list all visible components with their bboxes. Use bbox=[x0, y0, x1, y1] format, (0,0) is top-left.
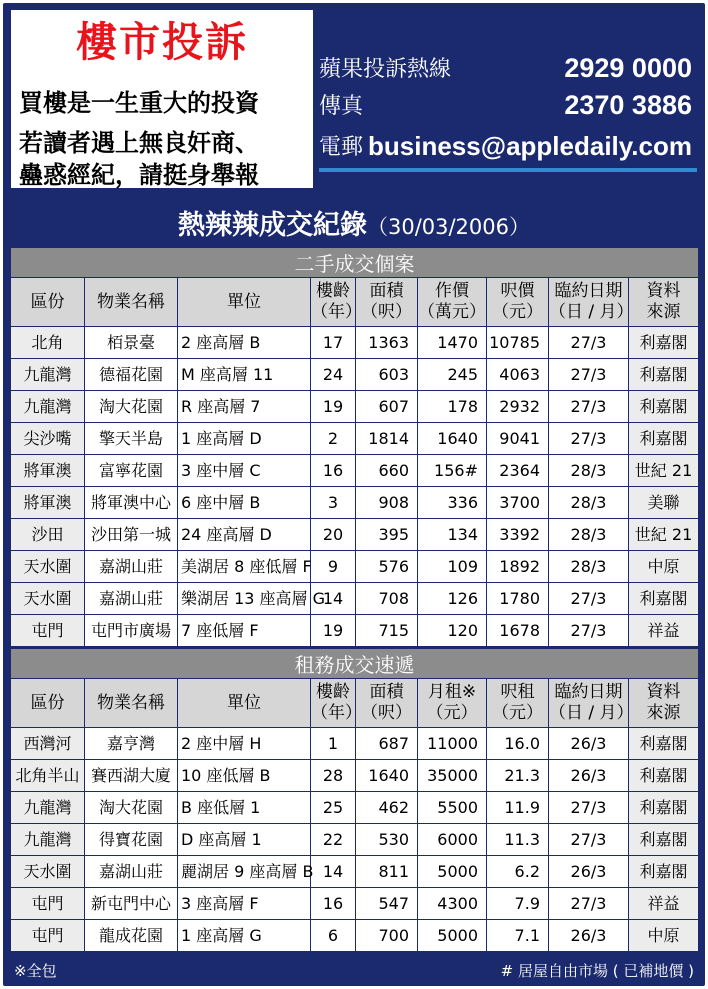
sale-header-source bbox=[629, 278, 699, 327]
header-title: 樓市投訴 bbox=[76, 18, 248, 66]
rent-header-line: （元） bbox=[492, 703, 543, 723]
sale-cell-unit-price: 1892 bbox=[487, 551, 549, 583]
sale-cell-unit-price: 9041 bbox=[487, 423, 549, 455]
sale-cell-source: 利嘉閣 bbox=[629, 359, 699, 391]
sale-cell-district: 天水圍 bbox=[11, 583, 85, 615]
sale-cell-date: 27/3 bbox=[549, 423, 629, 455]
sale-cell-price: 178 bbox=[418, 391, 487, 423]
sale-cell-source: 祥益 bbox=[629, 615, 699, 647]
rent-cell-unit: 麗湖居 9 座高層 B bbox=[178, 856, 311, 888]
sale-cell-unit-price: 1678 bbox=[487, 615, 549, 647]
rent-cell-property: 嘉湖山莊 bbox=[85, 856, 178, 888]
header-line-1: 買樓是一生重大的投資 bbox=[19, 89, 259, 117]
table-row bbox=[11, 359, 699, 391]
rent-cell-area: 687 bbox=[356, 728, 418, 760]
rent-cell-property: 新屯門中心 bbox=[85, 888, 178, 920]
sale-cell-age: 24 bbox=[311, 359, 356, 391]
rent-cell-unit: D 座高層 1 bbox=[178, 824, 311, 856]
rent-cell-area: 530 bbox=[356, 824, 418, 856]
rent-cell-unit-price: 7.1 bbox=[487, 920, 549, 952]
rent-cell-date: 26/3 bbox=[549, 728, 629, 760]
resale-table-wrap bbox=[10, 247, 698, 647]
rent-cell-unit-price: 16.0 bbox=[487, 728, 549, 760]
sale-cell-unit-price: 2932 bbox=[487, 391, 549, 423]
rent-cell-unit-price: 11.3 bbox=[487, 824, 549, 856]
table-row bbox=[11, 391, 699, 423]
rent-cell-price: 35000 bbox=[418, 760, 487, 792]
sale-header-line: 呎價 bbox=[500, 281, 535, 301]
sale-cell-age: 14 bbox=[311, 583, 356, 615]
complaint-header-box bbox=[11, 10, 313, 188]
sale-cell-price: 109 bbox=[418, 551, 487, 583]
sale-cell-date: 27/3 bbox=[549, 327, 629, 359]
sale-cell-price: 120 bbox=[418, 615, 487, 647]
sale-cell-area: 660 bbox=[356, 455, 418, 487]
rent-cell-property: 賽西湖大廈 bbox=[85, 760, 178, 792]
sale-cell-area: 708 bbox=[356, 583, 418, 615]
sale-cell-price: 245 bbox=[418, 359, 487, 391]
sale-cell-unit: 1 座高層 D bbox=[178, 423, 311, 455]
sale-header-line: （元） bbox=[492, 302, 543, 322]
rent-cell-district: 屯門 bbox=[11, 888, 85, 920]
rent-cell-property: 龍成花園 bbox=[85, 920, 178, 952]
sale-cell-unit-price: 4063 bbox=[487, 359, 549, 391]
table-row bbox=[11, 760, 699, 792]
sale-cell-unit: 2 座高層 B bbox=[178, 327, 311, 359]
sale-cell-property: 嘉湖山莊 bbox=[85, 551, 178, 583]
header-line-2: 若讀者遇上無良奸商、 bbox=[19, 129, 259, 157]
rent-cell-property: 淘大花園 bbox=[85, 792, 178, 824]
rent-cell-source: 利嘉閣 bbox=[629, 856, 699, 888]
sale-header-line: （呎） bbox=[361, 302, 412, 322]
rent-cell-district: 屯門 bbox=[11, 920, 85, 952]
sale-header-line: 區份 bbox=[30, 291, 65, 312]
table-row bbox=[11, 519, 699, 551]
rent-cell-price: 11000 bbox=[418, 728, 487, 760]
sale-cell-district: 北角 bbox=[11, 327, 85, 359]
sale-cell-unit: 24 座高層 D bbox=[178, 519, 311, 551]
section-title bbox=[0, 203, 708, 242]
email-address: business@appledaily.com bbox=[368, 131, 692, 161]
rental-table-wrap bbox=[10, 648, 698, 952]
header-divider bbox=[319, 168, 697, 172]
sale-cell-age: 19 bbox=[311, 391, 356, 423]
sale-cell-property: 淘大花園 bbox=[85, 391, 178, 423]
table-row bbox=[11, 423, 699, 455]
rent-header-date bbox=[549, 679, 634, 728]
sale-cell-unit-price: 10785 bbox=[487, 327, 549, 359]
sale-cell-unit: M 座高層 11 bbox=[178, 359, 311, 391]
sale-cell-unit: R 座高層 7 bbox=[178, 391, 311, 423]
resale-rows bbox=[11, 327, 699, 647]
rent-cell-unit-price: 6.2 bbox=[487, 856, 549, 888]
rent-cell-area: 462 bbox=[356, 792, 418, 824]
rent-cell-district: 西灣河 bbox=[11, 728, 85, 760]
rent-cell-unit-price: 7.9 bbox=[487, 888, 549, 920]
sale-cell-area: 715 bbox=[356, 615, 418, 647]
sale-cell-property: 擎天半島 bbox=[85, 423, 178, 455]
sale-header-line: 樓齡 bbox=[316, 281, 350, 301]
rent-header-line: 臨約日期 bbox=[554, 682, 623, 702]
rent-header-line: （呎） bbox=[361, 703, 412, 723]
sale-cell-property: 富寧花園 bbox=[85, 455, 178, 487]
sale-header-area bbox=[356, 278, 418, 327]
sale-cell-unit-price: 3700 bbox=[487, 487, 549, 519]
sale-cell-district: 將軍澳 bbox=[11, 455, 85, 487]
rent-header-source bbox=[629, 679, 699, 728]
rent-cell-date: 26/3 bbox=[549, 856, 629, 888]
rent-cell-unit: 2 座中層 H bbox=[178, 728, 311, 760]
rent-header-line: 區份 bbox=[30, 692, 65, 713]
table-row bbox=[11, 455, 699, 487]
resale-table bbox=[10, 247, 699, 647]
sale-cell-date: 27/3 bbox=[549, 391, 629, 423]
sale-header-line: （日 / 月） bbox=[549, 302, 634, 322]
sale-header-line: 資料 bbox=[646, 281, 681, 301]
sale-cell-property: 將軍澳中心 bbox=[85, 487, 178, 519]
sale-cell-source: 世紀 21 bbox=[629, 519, 699, 551]
sale-cell-source: 利嘉閣 bbox=[629, 327, 699, 359]
rent-header-line: 單位 bbox=[227, 692, 261, 713]
rent-header-unit-price bbox=[487, 679, 549, 728]
sale-cell-district: 尖沙嘴 bbox=[11, 423, 85, 455]
rent-cell-unit-price: 21.3 bbox=[487, 760, 549, 792]
sale-cell-district: 天水圍 bbox=[11, 551, 85, 583]
rent-cell-age: 28 bbox=[311, 760, 356, 792]
rent-cell-age: 25 bbox=[311, 792, 356, 824]
sale-cell-price: 336 bbox=[418, 487, 487, 519]
rent-header-line: 樓齡 bbox=[316, 682, 350, 702]
rent-cell-district: 九龍灣 bbox=[11, 824, 85, 856]
sale-cell-unit: 樂湖居 13 座高層 G bbox=[178, 583, 311, 615]
footnote-inclusive: ※全包 bbox=[14, 962, 57, 980]
rent-cell-unit: 10 座低層 B bbox=[178, 760, 311, 792]
rental-banner: 租務成交速遞 bbox=[11, 649, 699, 679]
sale-header-district bbox=[11, 278, 85, 327]
hotline-label: 蘋果投訴熱線 bbox=[319, 57, 452, 82]
table-row bbox=[11, 487, 699, 519]
rent-cell-age: 14 bbox=[311, 856, 356, 888]
rent-cell-date: 26/3 bbox=[549, 920, 629, 952]
rent-cell-property: 嘉亨灣 bbox=[85, 728, 178, 760]
rental-rows bbox=[11, 728, 699, 952]
sale-cell-area: 1814 bbox=[356, 423, 418, 455]
sale-header-line: 臨約日期 bbox=[554, 281, 623, 301]
rent-header-line: （元） bbox=[426, 703, 478, 723]
rental-column-headers bbox=[11, 679, 699, 728]
rent-header-age bbox=[311, 679, 362, 728]
resale-banner: 二手成交個案 bbox=[11, 248, 699, 278]
sale-cell-age: 2 bbox=[311, 423, 356, 455]
sale-cell-area: 607 bbox=[356, 391, 418, 423]
sale-cell-source: 利嘉閣 bbox=[629, 391, 699, 423]
sale-cell-property: 屯門市廣場 bbox=[85, 615, 178, 647]
sale-header-line: 物業名稱 bbox=[97, 291, 165, 312]
sale-cell-date: 28/3 bbox=[549, 455, 629, 487]
table-row bbox=[11, 888, 699, 920]
sale-header-line: 來源 bbox=[646, 302, 681, 322]
rent-cell-source: 利嘉閣 bbox=[629, 728, 699, 760]
rent-cell-area: 547 bbox=[356, 888, 418, 920]
sale-cell-area: 576 bbox=[356, 551, 418, 583]
sale-cell-district: 九龍灣 bbox=[11, 391, 85, 423]
rent-cell-date: 27/3 bbox=[549, 888, 629, 920]
rent-header-property bbox=[85, 679, 178, 728]
table-row bbox=[11, 920, 699, 952]
footnote-hos: # 居屋自由市場 ( 已補地價 ) bbox=[500, 962, 694, 980]
sale-cell-age: 19 bbox=[311, 615, 356, 647]
rent-cell-property: 得寶花園 bbox=[85, 824, 178, 856]
sale-header-price bbox=[418, 278, 487, 327]
rent-cell-price: 6000 bbox=[418, 824, 487, 856]
sale-cell-district: 九龍灣 bbox=[11, 359, 85, 391]
rent-header-line: 月租※ bbox=[427, 682, 477, 702]
sale-header-age bbox=[311, 278, 362, 327]
sale-cell-unit-price: 1780 bbox=[487, 583, 549, 615]
sale-cell-date: 27/3 bbox=[549, 583, 629, 615]
sale-cell-age: 20 bbox=[311, 519, 356, 551]
fax-number: 2370 3886 bbox=[564, 90, 692, 120]
rent-header-line: 資料 bbox=[646, 682, 681, 702]
rent-cell-unit: 1 座高層 G bbox=[178, 920, 311, 952]
rent-cell-source: 利嘉閣 bbox=[629, 792, 699, 824]
sale-cell-district: 將軍澳 bbox=[11, 487, 85, 519]
rent-cell-source: 祥益 bbox=[629, 888, 699, 920]
sale-cell-area: 395 bbox=[356, 519, 418, 551]
sale-cell-price: 134 bbox=[418, 519, 487, 551]
sale-cell-price: 126 bbox=[418, 583, 487, 615]
sale-cell-unit: 7 座低層 F bbox=[178, 615, 311, 647]
rent-header-district bbox=[11, 679, 85, 728]
sale-cell-unit-price: 2364 bbox=[487, 455, 549, 487]
sale-cell-age: 3 bbox=[311, 487, 356, 519]
rent-cell-age: 22 bbox=[311, 824, 356, 856]
table-row bbox=[11, 728, 699, 760]
sale-cell-property: 德福花園 bbox=[85, 359, 178, 391]
rent-header-area bbox=[356, 679, 418, 728]
sale-header-line: 面積 bbox=[369, 281, 404, 301]
rent-cell-age: 1 bbox=[311, 728, 356, 760]
rent-cell-price: 4300 bbox=[418, 888, 487, 920]
sale-cell-district: 屯門 bbox=[11, 615, 85, 647]
rent-cell-age: 16 bbox=[311, 888, 356, 920]
sale-cell-date: 28/3 bbox=[549, 487, 629, 519]
rent-header-line: 物業名稱 bbox=[97, 692, 165, 713]
rent-header-line: （日 / 月） bbox=[549, 703, 634, 723]
sale-cell-area: 908 bbox=[356, 487, 418, 519]
sale-header-line: 單位 bbox=[227, 291, 261, 312]
sale-cell-source: 利嘉閣 bbox=[629, 423, 699, 455]
section-date: （30/03/2006） bbox=[366, 215, 531, 239]
rent-cell-source: 中原 bbox=[629, 920, 699, 952]
rent-cell-unit-price: 11.9 bbox=[487, 792, 549, 824]
sale-cell-date: 27/3 bbox=[549, 615, 629, 647]
rental-table bbox=[10, 648, 699, 952]
section-title-text: 熱辣辣成交紀錄 bbox=[177, 210, 367, 241]
rent-cell-district: 天水圍 bbox=[11, 856, 85, 888]
sale-cell-date: 27/3 bbox=[549, 359, 629, 391]
sale-cell-source: 美聯 bbox=[629, 487, 699, 519]
header-line-3: 蠱惑經紀，請挺身舉報 bbox=[19, 161, 259, 189]
sale-cell-unit: 美湖居 8 座低層 F bbox=[178, 551, 311, 583]
table-row bbox=[11, 583, 699, 615]
rent-header-line: 呎租 bbox=[500, 682, 535, 702]
sale-header-line: （年） bbox=[311, 302, 362, 322]
sale-header-property bbox=[85, 278, 178, 327]
sale-cell-date: 28/3 bbox=[549, 551, 629, 583]
rent-header-line: 面積 bbox=[369, 682, 404, 702]
rent-header-unit bbox=[178, 679, 311, 728]
table-row bbox=[11, 824, 699, 856]
sale-cell-price: 156# bbox=[418, 455, 487, 487]
hotline-number: 2929 0000 bbox=[564, 53, 692, 83]
sale-cell-unit: 6 座中層 B bbox=[178, 487, 311, 519]
sale-cell-age: 16 bbox=[311, 455, 356, 487]
rent-cell-unit: B 座低層 1 bbox=[178, 792, 311, 824]
table-row bbox=[11, 792, 699, 824]
rent-cell-source: 利嘉閣 bbox=[629, 824, 699, 856]
rent-cell-unit: 3 座高層 F bbox=[178, 888, 311, 920]
sale-cell-property: 栢景臺 bbox=[85, 327, 178, 359]
rent-header-line: （年） bbox=[311, 703, 362, 723]
sale-cell-age: 9 bbox=[311, 551, 356, 583]
sale-cell-price: 1640 bbox=[418, 423, 487, 455]
email-label: 電郵 bbox=[319, 135, 364, 160]
rent-cell-price: 5500 bbox=[418, 792, 487, 824]
rent-cell-date: 27/3 bbox=[549, 792, 629, 824]
sale-cell-area: 1363 bbox=[356, 327, 418, 359]
sale-cell-unit: 3 座中層 C bbox=[178, 455, 311, 487]
rent-cell-district: 九龍灣 bbox=[11, 792, 85, 824]
sale-header-unit bbox=[178, 278, 311, 327]
sale-header-unit-price bbox=[487, 278, 549, 327]
table-row bbox=[11, 615, 699, 647]
sale-header-line: （萬元） bbox=[418, 302, 486, 322]
rent-cell-area: 811 bbox=[356, 856, 418, 888]
sale-header-date bbox=[549, 278, 634, 327]
rent-cell-age: 6 bbox=[311, 920, 356, 952]
rent-cell-price: 5000 bbox=[418, 920, 487, 952]
sale-cell-source: 利嘉閣 bbox=[629, 583, 699, 615]
sale-cell-unit-price: 3392 bbox=[487, 519, 549, 551]
fax-label: 傳真 bbox=[319, 94, 364, 119]
sale-cell-district: 沙田 bbox=[11, 519, 85, 551]
table-row bbox=[11, 551, 699, 583]
rent-cell-area: 700 bbox=[356, 920, 418, 952]
table-row bbox=[11, 856, 699, 888]
rent-cell-district: 北角半山 bbox=[11, 760, 85, 792]
rent-cell-price: 5000 bbox=[418, 856, 487, 888]
sale-header-line: 作價 bbox=[435, 281, 469, 301]
resale-column-headers bbox=[11, 278, 699, 327]
rent-cell-area: 1640 bbox=[356, 760, 418, 792]
table-row bbox=[11, 327, 699, 359]
sale-cell-date: 28/3 bbox=[549, 519, 629, 551]
sale-cell-age: 17 bbox=[311, 327, 356, 359]
rent-cell-source: 利嘉閣 bbox=[629, 760, 699, 792]
rent-cell-date: 27/3 bbox=[549, 824, 629, 856]
sale-cell-property: 沙田第一城 bbox=[85, 519, 178, 551]
sale-cell-property: 嘉湖山莊 bbox=[85, 583, 178, 615]
rent-cell-date: 26/3 bbox=[549, 760, 629, 792]
rent-header-line: 來源 bbox=[646, 703, 681, 723]
sale-cell-price: 1470 bbox=[418, 327, 487, 359]
sale-cell-source: 世紀 21 bbox=[629, 455, 699, 487]
sale-cell-area: 603 bbox=[356, 359, 418, 391]
sale-cell-source: 中原 bbox=[629, 551, 699, 583]
rent-header-price bbox=[418, 679, 487, 728]
